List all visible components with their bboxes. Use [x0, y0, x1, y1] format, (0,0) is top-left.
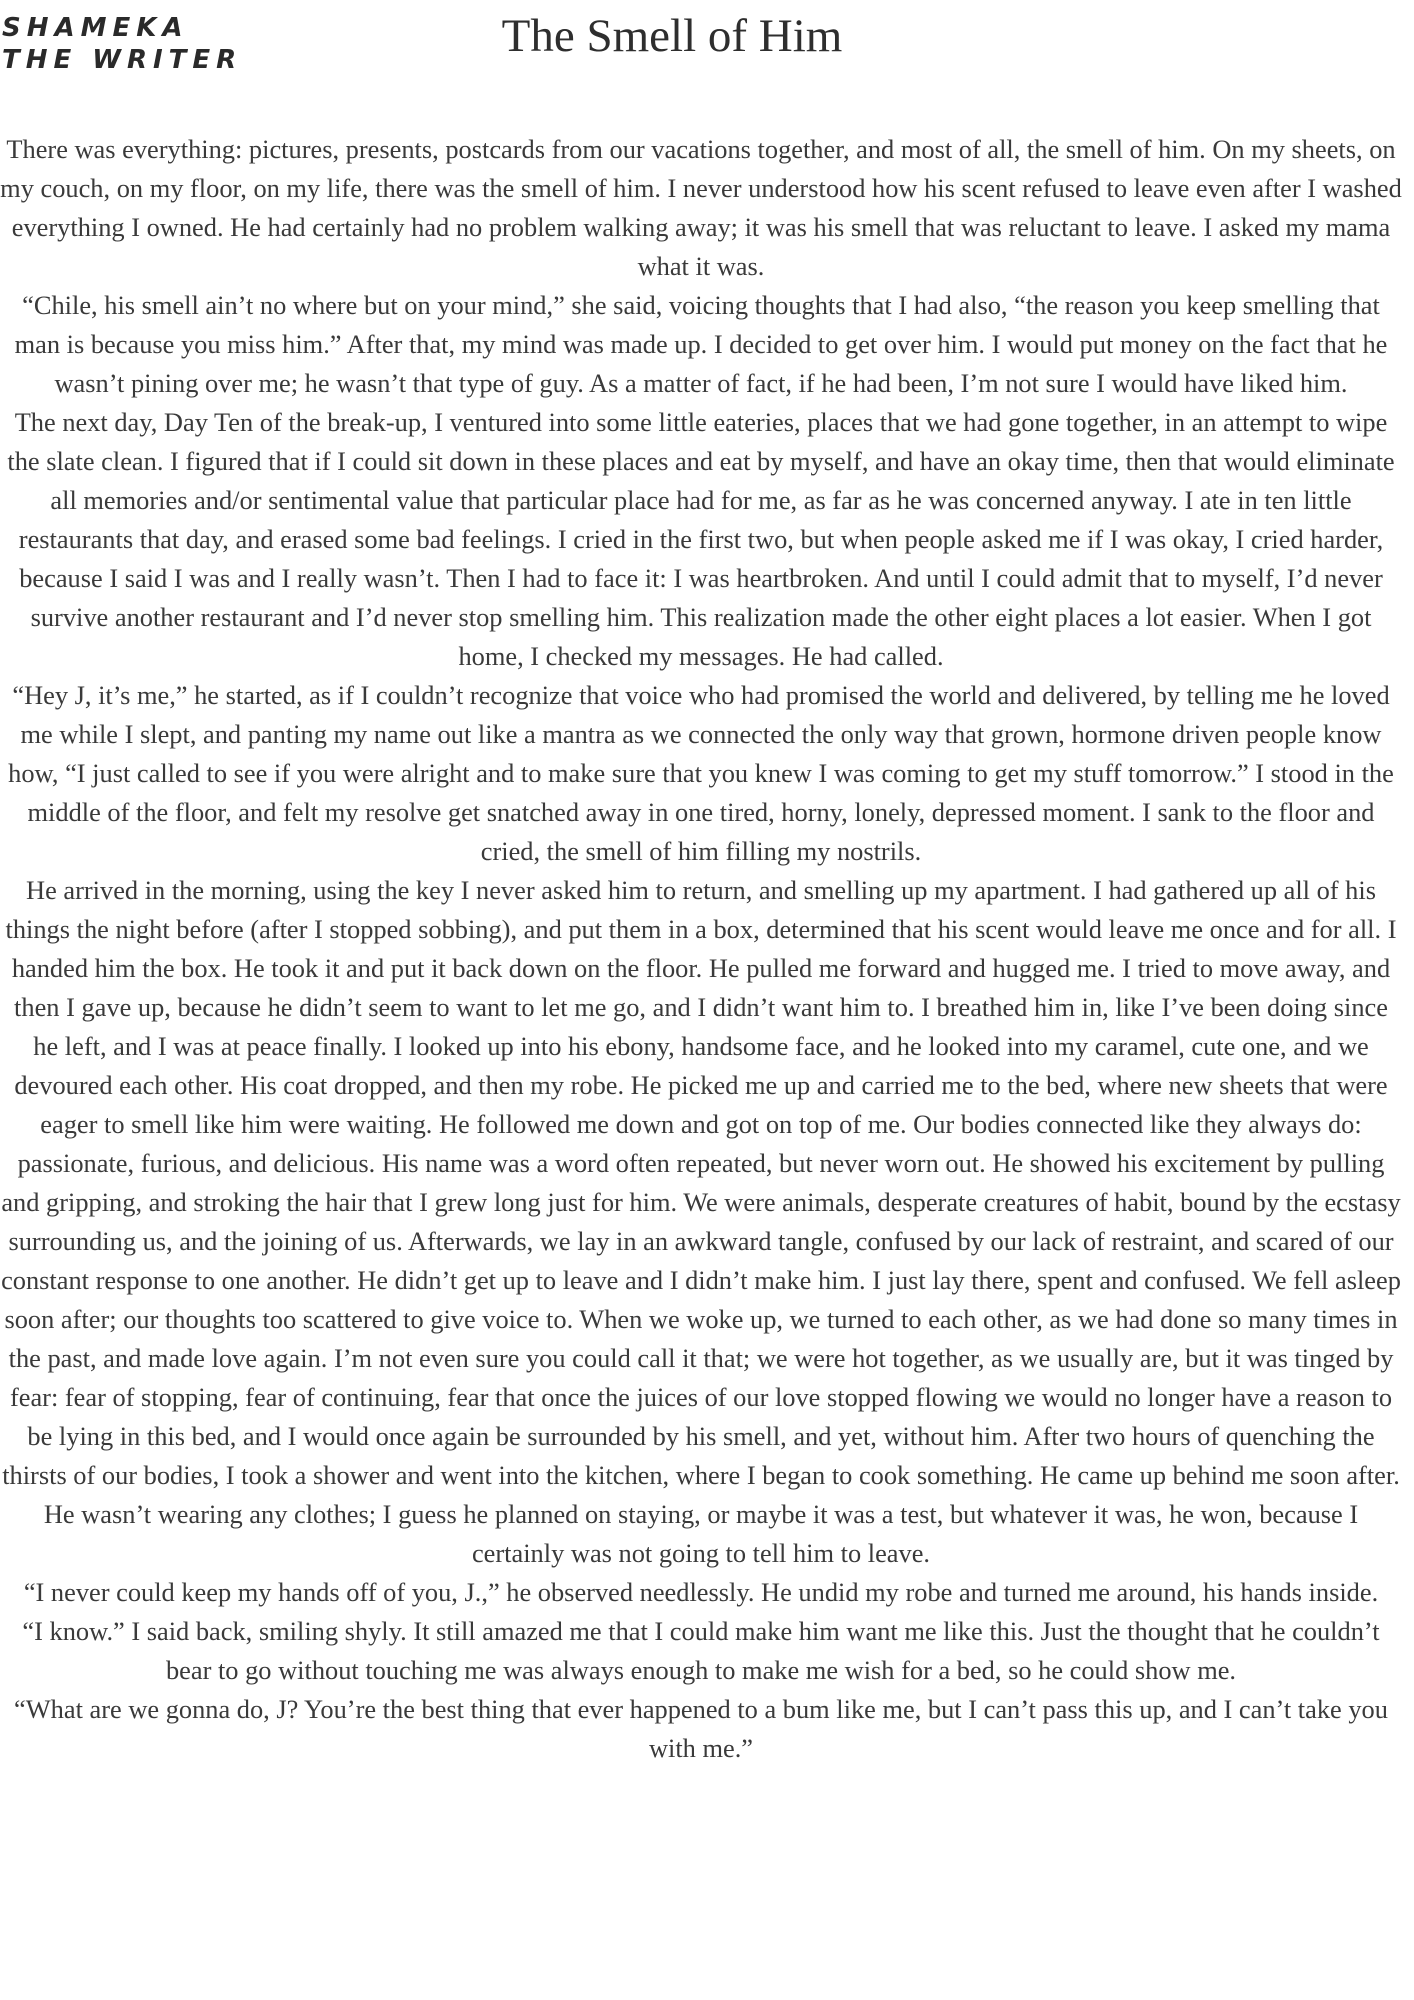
story-paragraph: He arrived in the morning, using the key I never asked him to return, and smelling up my apartment. I had gathered up all of his things the night before (after I stopped sobbing), and put them in a box, determined that his scent would leave me once and for all. I handed him the box. He took it and put it back down on the floor. He pulled me forward and hugged me. I tried to move away, and then I gave up, because he didn’t seem to want to let me go, and I didn’t want him to. I breathed him in, like I’ve been doing since he left, and I was at peace finally. I looked up into his ebony, handsome face, and he looked into my caramel, cute one, and we devoured each other. His coat dropped, and then my robe. He picked me up and carried me to the bed, where new sheets that were eager to smell like him were waiting. He followed me down and got on top of me. Our bodies connected like they always do: passionate, furious, and delicious. His name was a word often repeated, but never worn out. He showed his excitement by pulling and gripping, and stroking the hair that I grew long just for him. We were animals, desperate creatures of habit, bound by the ecstasy surrounding us, and the joining of us. Afterwards, we lay in an awkward tangle, confused by our lack of restraint, and scared of our constant response to one another. He didn’t get up to leave and I didn’t make him. I just lay there, spent and confused. We fell asleep soon after; our thoughts too scattered to give voice to. When we woke up, we turned to each other, as we had done so many times in the past, and made love again. I’m not even sure you could call it that; we were hot together, as we usually are, but it was tinged by fear: fear of stopping, fear of continuing, fear that once the juices of our love stopped flowing we would no longer have a reason to be lying in this bed, and I would once again be surrounded by his smell, and yet, without him. After two hours of quenching the thirsts of our bodies, I took a shower and went into the kitchen, where I began to cook something. He came up behind me soon after. He wasn’t wearing any clothes; I guess he planned on staying, or maybe it was a test, but whatever it was, he won, because I certainly was not going to tell him to leave.: [1, 875, 1401, 1568]
story-paragraph: There was everything: pictures, presents, postcards from our vacations together, and most of all, the smell of him. On my sheets, on my couch, on my floor, on my life, there was the smell of him. I never understood how his scent refused to leave even after I washed everything I owned. He had certainly had no problem walking away; it was his smell that was reluctant to leave. I asked my mama what it was.: [0, 134, 1402, 281]
story-paragraph: “I never could keep my hands off of you, J.,” he observed needlessly. He undid my robe and turned me around, his hands inside.: [23, 1577, 1379, 1607]
author-name: SHAMEKA THE WRITER: [2, 13, 243, 75]
story-paragraph: The next day, Day Ten of the break-up, I ventured into some little eateries, places that we had gone together, in an attempt to wipe the slate clean. I figured that if I could sit down in these places and eat by myself, and have an okay time, then that would eliminate all memories and/or sentimental value that particular place had for me, as far as he was concerned anyway. I ate in ten little restaurants that day, and erased some bad feelings. I cried in the first two, but when people asked me if I was okay, I cried harder, because I said I was and I really wasn’t. Then I had to face it: I was heartbroken. And until I could admit that to myself, I’d never survive another restaurant and I’d never stop smelling him. This realization made the other eight places a lot easier. When I got home, I checked my messages. He had called.: [7, 407, 1395, 671]
story-title: The Smell of Him: [501, 10, 843, 62]
story-paragraph: “Hey J, it’s me,” he started, as if I couldn’t recognize that voice who had promised the world and delivered, by telling me he loved me while I slept, and panting my name out like a mantra as we connected the only way that grown, hormone driven people know how, “I just called to see if you were alright and to make sure that you knew I was coming to get my stuff tomorrow.” I stood in the middle of the floor, and felt my resolve get snatched away in one tired, horny, lonely, depressed moment. I sank to the floor and cried, the smell of him filling my nostrils.: [8, 680, 1394, 866]
story-body: [0, 130, 1402, 1768]
story-paragraph: “I know.” I said back, smiling shyly. It still amazed me that I could make him want me like this. Just the thought that he couldn’t bear to go without touching me was always enough to make me wish for a bed, so he could show me.: [22, 1616, 1380, 1685]
story-paragraph: “What are we gonna do, J? You’re the best thing that ever happened to a bum like me, but I can’t pass this up, and I can’t take you with me.”: [14, 1694, 1388, 1763]
story-paragraph: “Chile, his smell ain’t no where but on your mind,” she said, voicing thoughts that I had also, “the reason you keep smelling that man is because you miss him.” After that, my mind was made up. I decided to get over him. I would put money on the fact that he wasn’t pining over me; he wasn’t that type of guy. As a matter of fact, if he had been, I’m not sure I would have liked him.: [14, 290, 1388, 398]
